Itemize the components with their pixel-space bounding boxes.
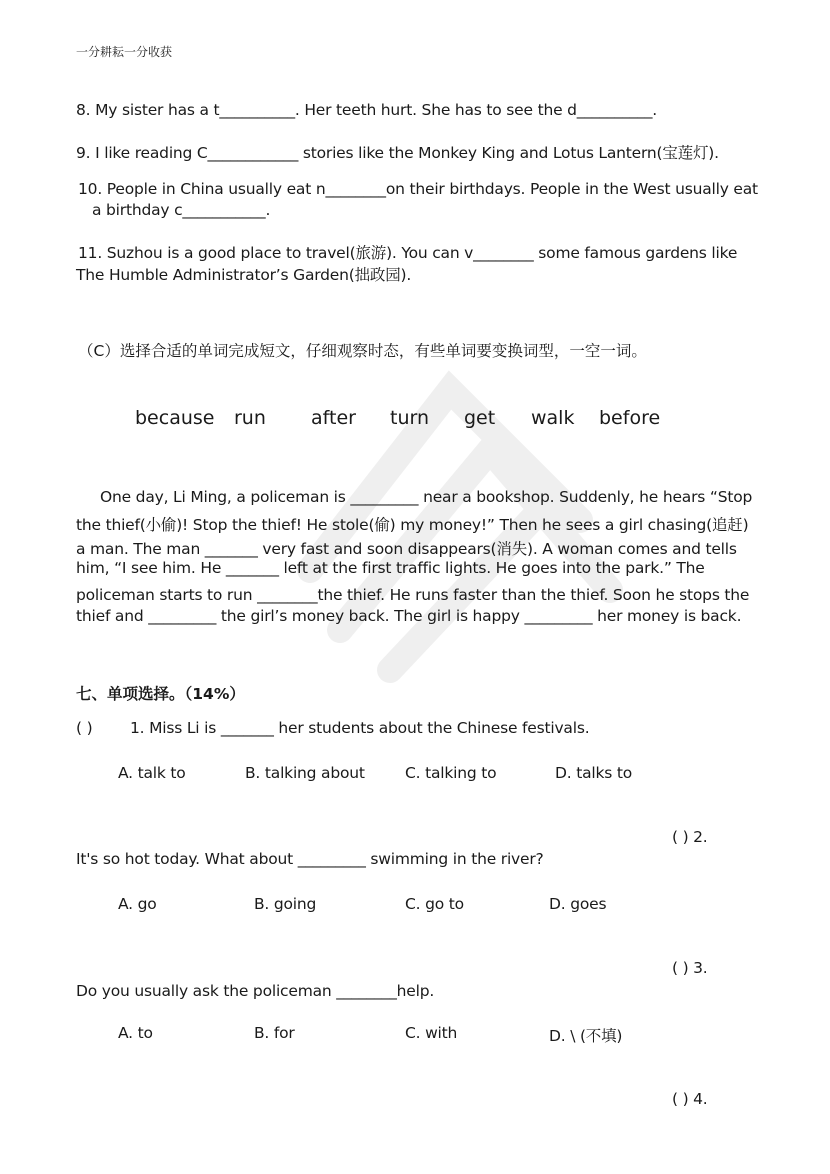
q1-option-c[interactable]: C. talking to	[405, 764, 497, 782]
q4-answer-bracket[interactable]: ( ) 4.	[672, 1090, 708, 1108]
section-7-title: 七、单项选择。（14%）	[76, 685, 245, 703]
q3-answer-bracket[interactable]: ( ) 3.	[672, 959, 708, 977]
q1-option-b[interactable]: B. talking about	[245, 764, 365, 782]
word-after: after	[311, 407, 356, 429]
word-before: before	[599, 407, 661, 429]
q2-option-c[interactable]: C. go to	[405, 895, 464, 913]
question-8: 8. My sister has a t__________. Her teeth hurt. She has to see the d__________.	[76, 101, 658, 119]
word-run: run	[234, 407, 266, 429]
watermark-stamp-icon	[250, 270, 650, 690]
passage-line: policeman starts to run ________the thief. He runs faster than the thief. Soon he stops the	[76, 586, 750, 604]
page-header: 一分耕耘一分收获	[76, 45, 173, 59]
question-9: 9. I like reading C____________ stories like the Monkey King and Lotus Lantern(宝莲灯).	[76, 144, 719, 162]
section-c-title: （C）选择合适的单词完成短文，仔细观察时态，有些单词要变换词型，一空一词。	[78, 342, 647, 360]
question-10: 10. People in China usually eat n________on their birthdays. People in the West usually eat	[78, 180, 758, 198]
q3-option-c[interactable]: C. with	[405, 1024, 458, 1042]
passage-line: him, “I see him. He _______ left at the first traffic lights. He goes into the park.” The	[76, 559, 705, 577]
q3-option-a[interactable]: A. to	[118, 1024, 153, 1042]
word-walk: walk	[531, 407, 575, 429]
q2-text: It's so hot today. What about _________ swimming in the river?	[76, 850, 544, 868]
q2-option-d[interactable]: D. goes	[549, 895, 607, 913]
q1-option-a[interactable]: A. talk to	[118, 764, 186, 782]
question-10-cont: a birthday c___________.	[92, 201, 271, 219]
word-get: get	[464, 407, 496, 429]
passage-line: a man. The man _______ very fast and soon disappears(消失). A woman comes and tells	[76, 540, 737, 558]
q3-option-b[interactable]: B. for	[254, 1024, 295, 1042]
q2-option-a[interactable]: A. go	[118, 895, 157, 913]
question-11-cont: The Humble Administrator’s Garden(拙政园).	[76, 266, 412, 284]
word-because: because	[135, 407, 215, 429]
q1-answer-bracket[interactable]: ( )	[76, 719, 93, 737]
question-11: 11. Suzhou is a good place to travel(旅游). You can v________ some famous gardens like	[78, 244, 738, 262]
word-turn: turn	[390, 407, 430, 429]
q3-text: Do you usually ask the policeman ________help.	[76, 982, 435, 1000]
passage-line: One day, Li Ming, a policeman is _________ near a bookshop. Suddenly, he hears “Stop	[100, 488, 753, 506]
passage-line: the thief(小偷)! Stop the thief! He stole(偷) my money!” Then he sees a girl chasing(追赶)	[76, 516, 749, 534]
q2-option-b[interactable]: B. going	[254, 895, 317, 913]
q1-text: 1. Miss Li is _______ her students about the Chinese festivals.	[130, 719, 590, 737]
q1-option-d[interactable]: D. talks to	[555, 764, 633, 782]
q3-option-d[interactable]: D. \ (不填)	[549, 1027, 623, 1045]
passage-line: thief and _________ the girl’s money back. The girl is happy _________ her money is back.	[76, 607, 742, 625]
q2-answer-bracket[interactable]: ( ) 2.	[672, 828, 708, 846]
